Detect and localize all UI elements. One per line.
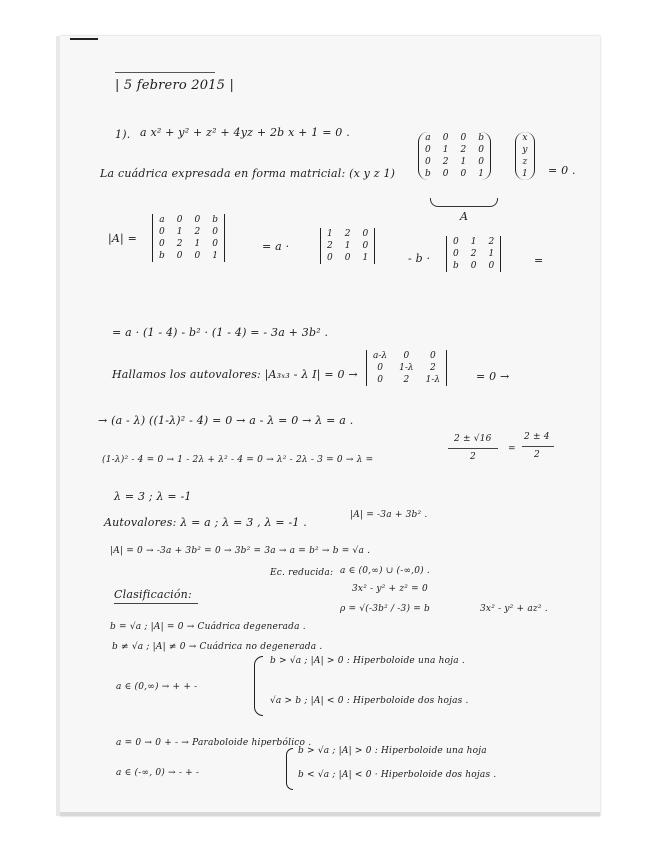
- clas-3-branch-1: b > √a ; |A| > 0 : Hiperboloide una hoja .: [270, 656, 465, 666]
- eq-zero: = 0 .: [548, 164, 576, 177]
- reducida-label: Ec. reducida:: [270, 568, 334, 578]
- clas-4: a = 0 → 0 + - → Paraboloide hiperbólico .: [116, 738, 312, 748]
- clas-1: b = √a ; |A| = 0 → Cuádrica degenerada .: [110, 622, 306, 632]
- minor-2: 0 1 2 0 2 1 b 0 0: [446, 236, 501, 272]
- autovalores-line: Autovalores: λ = a ; λ = 3 , λ = -1 .: [104, 516, 307, 529]
- rho-line: ρ = √(-3b² / -3) = b: [340, 604, 430, 614]
- frac2-num: 2 ± 4: [524, 432, 550, 442]
- date-text: | 5 febrero 2015 |: [115, 78, 235, 93]
- eigen-intro: Hallamos los autovalores: |A₃ₓ₃ - λ I| = 0 →: [112, 368, 358, 381]
- det-zero-line: |A| = 0 → -3a + 3b² = 0 → 3b² = 3a → a = b² → b = √a .: [110, 546, 371, 556]
- frac1-num: 2 ± √16: [454, 434, 492, 444]
- clas-3-branch-2: √a > b ; |A| < 0 : Hiperboloide dos hojas .: [270, 696, 469, 706]
- column-vector: x y z 1: [515, 132, 535, 180]
- det-eq-a: = a ·: [262, 240, 290, 253]
- problem-number: 1).: [115, 128, 131, 141]
- det-matrix: a 0 0 b 0 1 2 0 0 2 1 0 b 0 0 1: [152, 214, 225, 262]
- matrix-underbrace: [430, 198, 498, 207]
- clas-5-branch-1: b > √a ; |A| > 0 : Hiperboloide una hoja: [298, 746, 487, 756]
- clas-3-brace: [254, 656, 263, 716]
- matrix-intro: La cuádrica expresada en forma matricial: (x y z 1): [100, 167, 396, 180]
- matrix-a: a 0 0 b 0 1 2 0 0 2 1 0 b 0 0 1: [418, 132, 491, 180]
- clas-3-left: a ∈ (0,∞) → + + -: [116, 682, 198, 692]
- eigen-matrix: a-λ 0 0 0 1-λ 2 0 2 1-λ: [366, 350, 447, 386]
- det-label: |A| =: [108, 232, 138, 245]
- clas-5-brace: [286, 748, 293, 790]
- scan-edge-bottom: [60, 812, 600, 816]
- det-result-line: = a · (1 - 4) - b² · (1 - 4) = - 3a + 3b² .: [112, 326, 329, 339]
- eigen-eq: = 0 →: [476, 370, 510, 383]
- roots-line: λ = 3 ; λ = -1: [114, 490, 192, 503]
- clasif-title: Clasificación:: [114, 588, 192, 601]
- det-minus-b: - b ·: [408, 252, 431, 265]
- equals-sign: =: [508, 444, 516, 454]
- date-overline: [115, 72, 215, 73]
- date-box: [115, 72, 235, 100]
- char-poly-line: → (a - λ) ((1-λ)² - 4) = 0 → a - λ = 0 → λ = a .: [98, 414, 354, 427]
- domain-line: a ∈ (0,∞) ∪ (-∞,0) .: [340, 566, 430, 576]
- det-eq-end: =: [534, 254, 544, 267]
- matrix-label-a: A: [460, 210, 469, 223]
- quadratic-line: (1-λ)² - 4 = 0 → 1 - 2λ + λ² - 4 = 0 → λ² - 2λ - 3 = 0 → λ =: [102, 455, 374, 465]
- clas-5-branch-2: b < √a ; |A| < 0 · Hiperboloide dos hojas .: [298, 770, 497, 780]
- scan-edge-left: [56, 36, 60, 816]
- rho-right: 3x² - y² + az² .: [480, 604, 548, 614]
- top-mark: [70, 38, 98, 40]
- frac1-den: 2: [470, 452, 476, 462]
- frac1-bar: [448, 448, 498, 449]
- frac2-den: 2: [534, 450, 540, 460]
- reducida-eq: 3x² - y² + z² = 0: [352, 584, 428, 594]
- frac2-bar: [522, 446, 554, 447]
- minor-1: 1 2 0 2 1 0 0 0 1: [320, 228, 375, 264]
- clasif-underline: [114, 603, 198, 604]
- det-repeat: |A| = -3a + 3b² .: [350, 510, 428, 520]
- clas-2: b ≠ √a ; |A| ≠ 0 → Cuádrica no degenerada .: [112, 642, 323, 652]
- clas-5-left: a ∈ (-∞, 0) → - + -: [116, 768, 200, 778]
- problem-equation: a x² + y² + z² + 4yz + 2b x + 1 = 0 .: [140, 126, 350, 139]
